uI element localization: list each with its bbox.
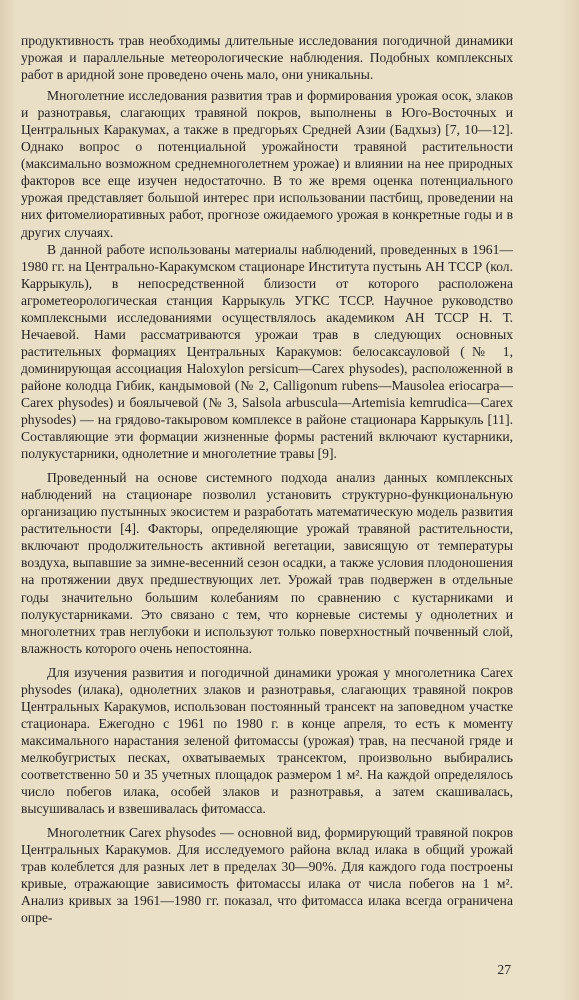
paragraph-transect-method: Для изучения развития и погодичной динамики урожая у многолетника Carex physodes (илака), однолетних злаков и разнотравья, слагающих травяной покров Центральных Каракумов, использован постоянный трансект на заповедном участке стационара. Ежегодно с 1961 по 1980 г. в конце апреля, то есть к моменту максимального нарастания зеленой фитомассы (урожая) трав, на песчаной гряде и мелкобугристых песках, охватываемых трансектом, произвольно выбирались соответственно 50 и 35 учетных площадок размером 1 м². На каждой определялось число побегов илака, особей злаков и разнотравья, а затем скашивалась, высушивалась и взвешивалась фитомасса. [21, 664, 513, 817]
paragraph-materials: В данной работе использованы материалы наблюдений, проведенных в 1961—1980 гг. на Центрально-Каракумском стационаре Института пустынь АН ТССР (кол. Каррыкуль), в непосредственной близости от которого расположена агрометеорологическая станция Каррыкуль УГКС ТССР. Научное руководство комплексными исследованиями осуществлялось академиком АН ТССР Н. Т. Нечаевой. Нами рассматриваются урожаи трав в следующих основных растительных формациях Центральных Каракумов: белосаксауловой (№ 1, доминирующая ассоциация Haloxylon persicum—Carex physodes), расположенной в районе колодца Гибик, кандымовой (№ 2, Calligonum rubens—Mausolea eriocarpa—Carex physodes) и боялычевой (№ 3, Salsola arbuscula—Artemisia kemrudica—Carex physodes) — на грядово-такыровом комплексе в районе стационара Каррыкуль [11]. Составляющие эти формации жизненные формы растений включают кустарники, полукустарники, однолетние и многолетние травы [9]. [21, 241, 513, 462]
paragraph-carex-physodes: Многолетник Carex physodes — основной вид, формирующий травяной покров Центральных Каракумов. Для исследуемого района вклад илака в общий урожай трав колеблется для разных лет в пределах 30—90%. Для каждого года построены кривые, отражающие зависимость фитомассы илака от числа побегов на 1 м². Анализ кривых за 1961—1980 гг. показал, что фитомасса илака всегда ограничена опре- [21, 825, 513, 926]
paragraph-research-history: Многолетние исследования развития трав и формирования урожая осок, злаков и разнотравья, слагающих травяной покров, выполнены в Юго-Восточных и Центральных Каракумах, а также в предгорьях Средней Азии (Бадхыз) [7, 10—12]. Однако вопрос о потенциальной урожайности травяной растительности (максимально возможном среднемноголетнем урожае) и влиянии на нее природных факторов все еще изучен недостаточно. В то же время оценка потенциального урожая представляет большой интерес при использовании пастбищ, проведении на них фитомелиоративных работ, прогнозе ожидаемого урожая в конкретные годы и в других случаях. [21, 88, 513, 240]
paragraph-system-analysis: Проведенный на основе системного подхода анализ данных комплексных наблюдений на стационаре позволил установить структурно-функциональную организацию пустынных экосистем и разработать математическую модель развития растительности [4]. Факторы, определяющие урожай травяной растительности, включают продолжительность активной вегетации, зависящую от температуры воздуха, выпавшие за зимне-весенний сезон осадки, а также условия плодоношения на протяжении двух предшествующих лет. Урожай трав подвержен в отдельные годы значительно большим колебаниям по сравнению с кустарниками и полукустарниками. Это связано с тем, что корневые системы у однолетних и многолетних трав неглубоки и используют только поверхностный почвенный слой, влажность которого очень непостоянна. [21, 470, 513, 656]
page-number: 27 [497, 962, 511, 977]
body-text [21, 32, 513, 926]
paragraph-continuation: продуктивность трав необходимы длительные исследования погодичной динамики урожая и параллельные метеорологические наблюдения. Подобных комплексных работ в аридной зоне проведено очень мало, они уникальны. [21, 33, 513, 83]
